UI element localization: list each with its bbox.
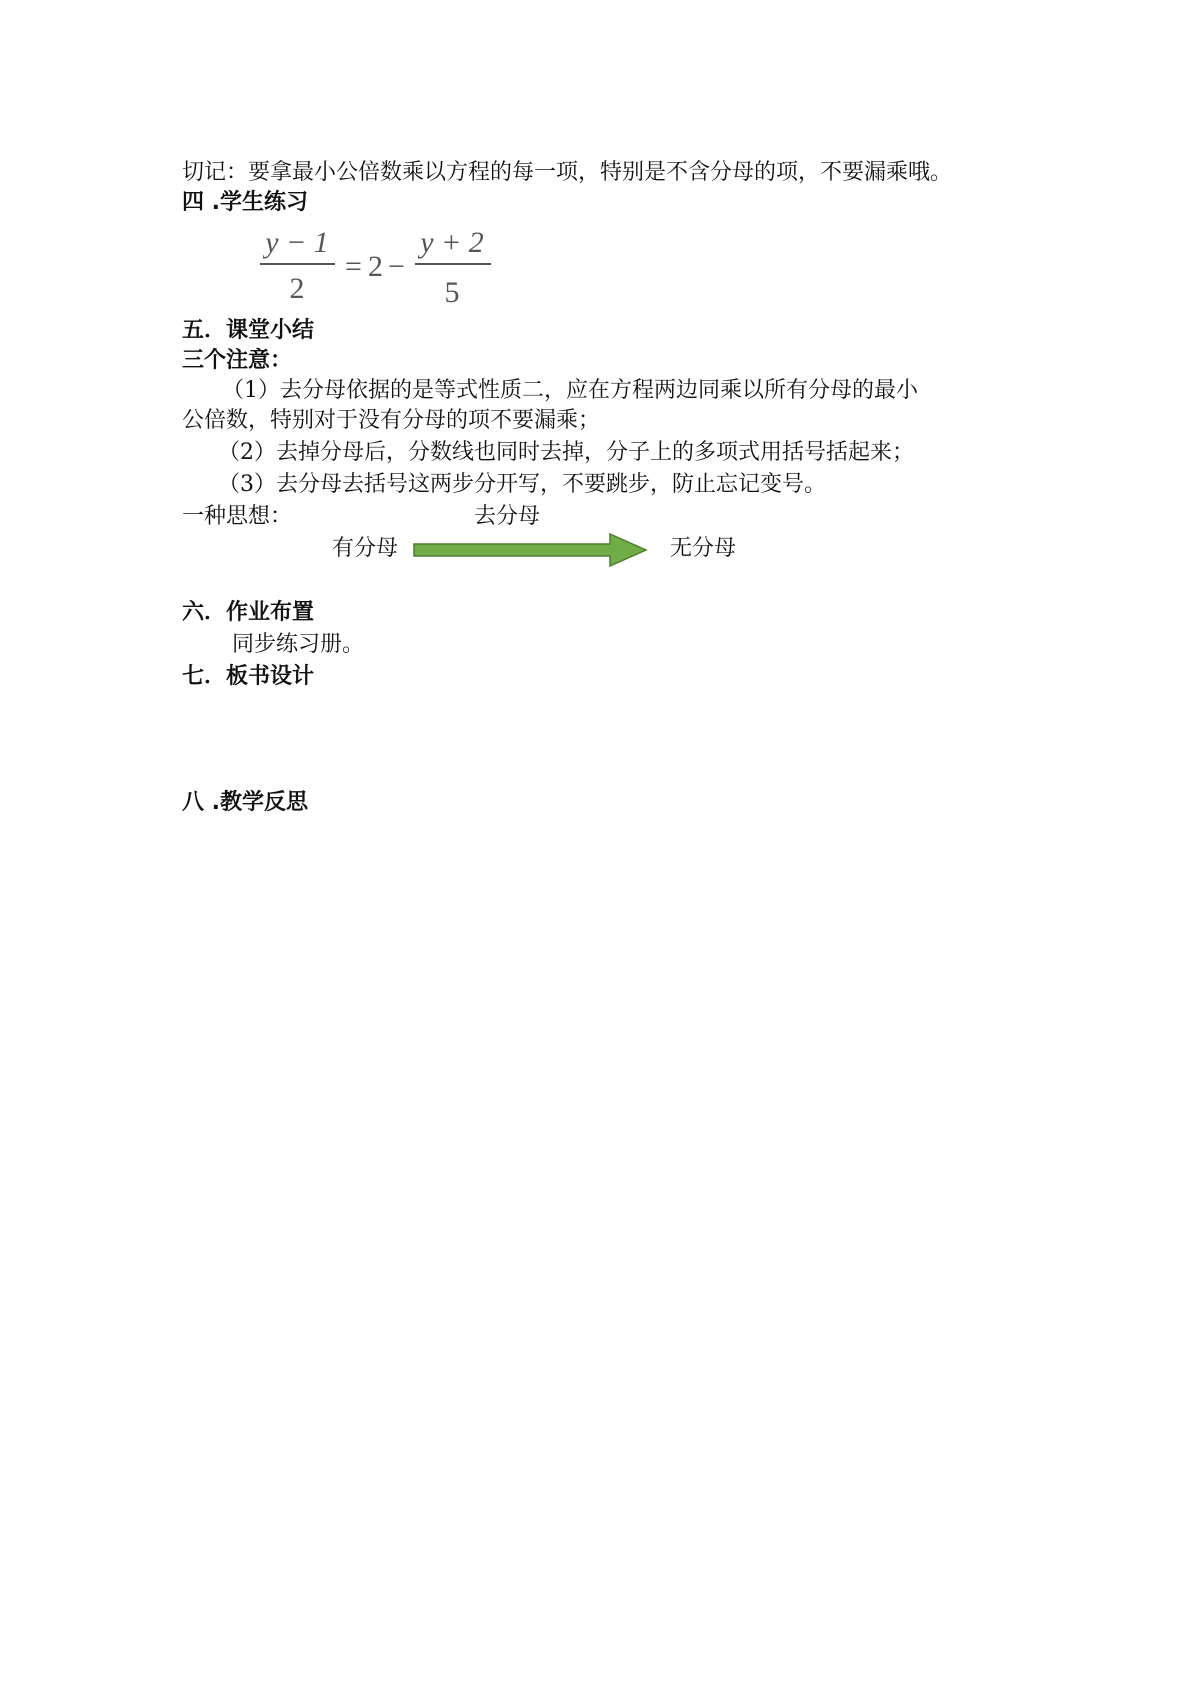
idea-label: 一种思想： [182, 504, 293, 529]
eq-equals: = [345, 250, 362, 283]
note-line: 切记：要拿最小公倍数乘以方程的每一项，特别是不含分母的项，不要漏乘哦。 [182, 160, 953, 185]
from-label: 有分母 [332, 536, 399, 561]
section-8-heading: 八 .教学反思 [182, 790, 309, 815]
note-2: （2）去掉分母后，分数线也同时去掉，分子上的多项式用括号括起来； [218, 440, 914, 465]
eq-left-denominator: 2 [289, 272, 305, 305]
note-1-line-a: （1）去分母依据的是等式性质二，应在方程两边同乘以所有分母的最小 [222, 378, 918, 403]
eq-left-numerator: y − 1 [265, 226, 329, 259]
note-3: （3）去分母去括号这两步分开写，不要跳步，防止忘记变号。 [218, 472, 826, 497]
note-1-line-b: 公倍数，特别对于没有分母的项不要漏乘； [182, 408, 601, 433]
to-label: 无分母 [670, 536, 737, 561]
section-4-heading: 四 .学生练习 [182, 190, 309, 215]
section-7-heading: 七．板书设计 [182, 664, 315, 689]
right-arrow-icon [414, 534, 646, 566]
section-6-heading: 六．作业布置 [182, 600, 315, 625]
eq-minus: − [388, 250, 405, 283]
eq-right-denominator: 5 [444, 276, 460, 309]
homework-text: 同步练习册。 [232, 632, 365, 657]
section-5-heading: 五．课堂小结 [182, 318, 315, 343]
eq-right-numerator: y + 2 [420, 226, 484, 259]
three-notes-heading: 三个注意： [182, 348, 293, 373]
transform-arrow [410, 530, 650, 570]
eq-constant: 2 [368, 250, 383, 283]
practice-equation [255, 222, 505, 312]
arrow-top-label: 去分母 [474, 504, 541, 529]
